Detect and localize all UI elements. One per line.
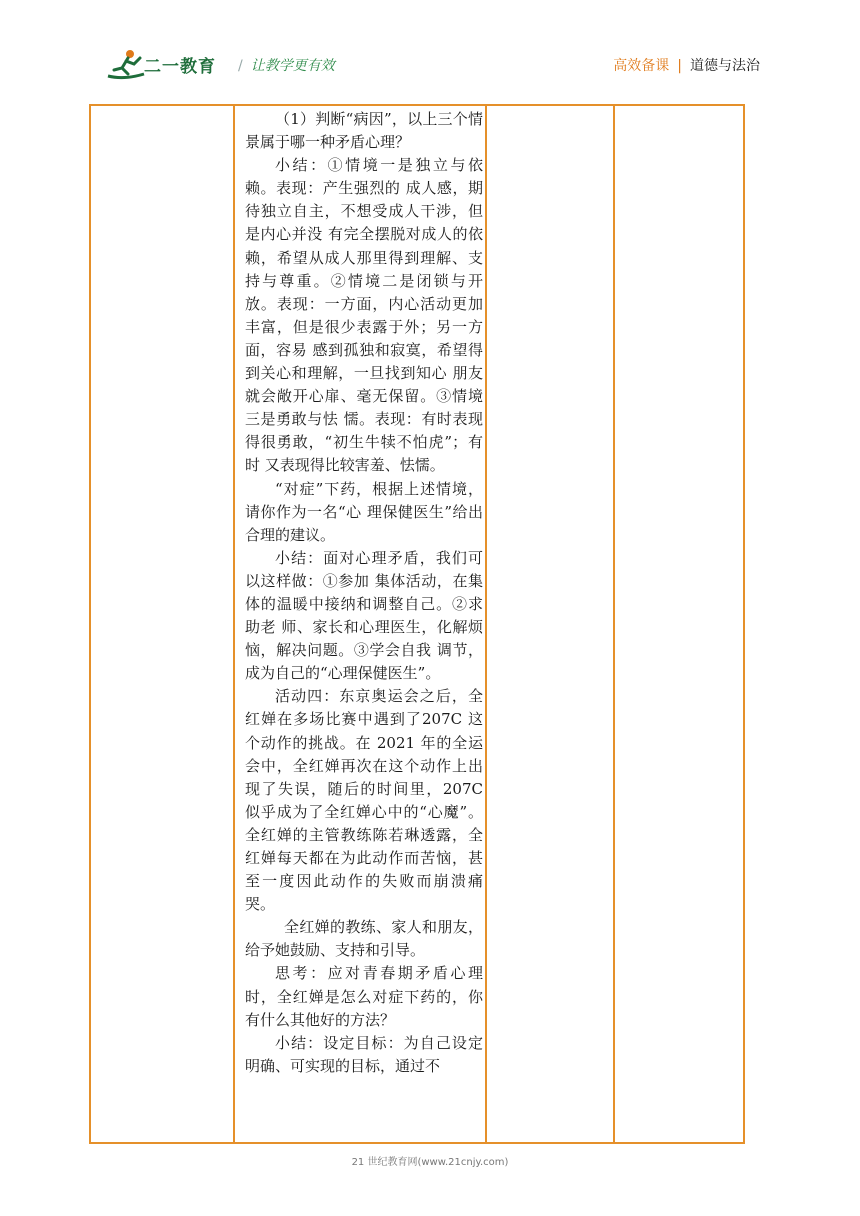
header-separator: |	[677, 58, 682, 74]
page-header	[0, 0, 860, 100]
paragraph: 小结：设定目标：为自己设定明确、可实现的目标，通过不	[245, 1033, 483, 1075]
slogan-text: 让教学更有效	[250, 58, 335, 74]
teaching-activity-cell	[245, 108, 483, 1142]
paragraph: 小结：面对心理矛盾，我们可以这样做：①参加 集体活动，在集体的温暖中接纳和调整自己。②求助老 师、家长和心理医生，化解烦恼，解决问题。③学会自我 调节，成为自己的“心理保健医生”。	[245, 548, 483, 683]
page-footer: 21 世纪教育网(www.21cnjy.com)	[351, 1157, 509, 1168]
column-divider	[485, 106, 487, 1142]
paragraph: “对症”下药，根据上述情境，请你作为一名“心 理保健医生”给出合理的建议。	[245, 479, 483, 544]
column-divider	[233, 106, 235, 1142]
header-right	[613, 55, 760, 75]
paragraph: 小结：①情境一是独立与依赖。表现：产生强烈的 成人感，期待独立自主，不想受成人干涉，但是内心并没 有完全摆脱对成人的依赖，希望从成人那里得到理解、支持与尊重。②情境二是闭锁与开放。表现：一方面，内心活动更加丰富，但是很少表露于外；另一方面，容易 感到孤独和寂寞，希望得到关心和理解，一旦找到知心 朋友就会敞开心扉、毫无保留。③情境三是勇敢与怯 懦。表现：有时表现得很勇敢，“初生牛犊不怕虎”；有时 又表现得比较害羞、怯懦。	[245, 156, 483, 475]
paragraph: 思考：应对青春期矛盾心理时，全红婵是怎么对症下药的，你有什么其他好的方法？	[245, 964, 483, 1029]
paragraph: 全红婵的教练、家人和朋友，给予她鼓励、支持和引导。	[245, 918, 483, 960]
brand-name: 二一教育	[144, 57, 216, 77]
column-divider	[613, 106, 615, 1142]
paragraph: （1）判断“病因”，以上三个情景属于哪一种矛盾心理？	[245, 110, 483, 152]
paragraph: 活动四：东京奥运会之后，全红婵在多场比赛中遇到了207C 这个动作的挑战。在 2021 年的全运会中，全红婵再次在这个动作上出现了失误，随后的时间里，207C 似乎成为了全红婵心中的“心魔”。全红婵的主管教练陈若琳透露，全红婵每天都在为此动作而苦恼，甚至一度因此动作的失败而崩溃痛哭。	[245, 687, 483, 914]
brand-slogan: / 让教学更有效	[238, 58, 335, 74]
lesson-table	[89, 104, 745, 1144]
header-subject: 道德与法治	[690, 58, 760, 74]
header-category: 高效备课	[613, 58, 670, 74]
